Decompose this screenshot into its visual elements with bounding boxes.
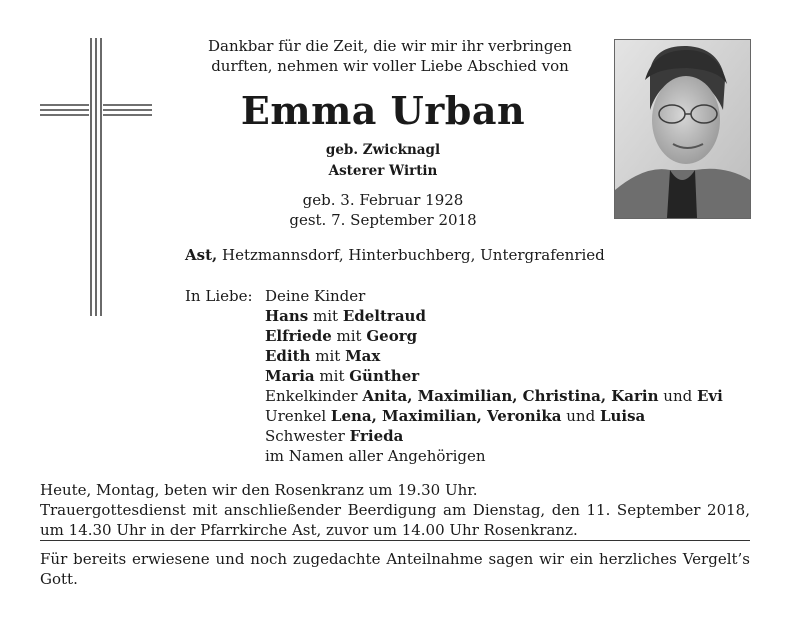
und-text: und <box>561 407 600 425</box>
birth-date: geb. 3. Februar 1928 <box>302 191 464 209</box>
funeral-text: Trauergottesdienst mit anschließender Beerdigung am Dienstag, den 11. September 2018, um 14.30 Uhr in der Pfarrkirche Ast, zuvor um 14.00 Uhr Rosenkranz. <box>40 501 750 539</box>
great-grandchildren-line <box>265 406 645 426</box>
child-name: Edith <box>265 347 311 365</box>
mit-text: mit <box>310 347 346 365</box>
intro-line-2: durften, nehmen wir voller Liebe Abschied von <box>211 57 569 75</box>
divider-line <box>40 540 750 541</box>
deceased-title: Asterer Wirtin <box>328 163 438 179</box>
children-label: Deine Kinder <box>265 287 366 305</box>
mit-text: mit <box>314 367 350 385</box>
family-label: In Liebe: <box>185 287 253 305</box>
partner-name: Edeltraud <box>342 307 426 325</box>
partner-name: Günther <box>349 367 420 385</box>
places-rest: Hetzmannsdorf, Hinterbuchberg, Untergrafenried <box>217 246 605 264</box>
rosary-text: Heute, Montag, beten wir den Rosenkranz um 19.30 Uhr. <box>40 481 478 499</box>
grandchildren-line <box>265 386 723 406</box>
grandchild-last-name: Evi <box>697 387 723 405</box>
great-grandchildren-label: Urenkel <box>265 407 331 425</box>
partner-name: Georg <box>366 327 418 345</box>
place-ast: Ast, <box>185 246 218 264</box>
great-grandchildren-names: Lena, Maximilian, Veronika <box>330 407 562 425</box>
partner-name: Max <box>345 347 381 365</box>
couple-line <box>265 306 426 326</box>
places-line <box>185 245 605 265</box>
portrait-photo <box>614 39 751 219</box>
child-name: Elfriede <box>265 327 332 345</box>
deceased-name: Emma Urban <box>240 88 526 133</box>
child-name: Maria <box>265 367 315 385</box>
intro-text <box>185 36 595 76</box>
grandchildren-label: Enkelkinder <box>265 387 363 405</box>
great-grandchild-last-name: Luisa <box>599 407 646 425</box>
thanks-text: Für bereits erwiesene und noch zugedachte Anteilnahme sagen wir ein herzliches Vergelt’s Gott. <box>40 550 750 588</box>
portrait-image <box>615 40 750 218</box>
relatives-line: im Namen aller Angehörigen <box>265 447 486 465</box>
sister-name: Frieda <box>349 427 404 445</box>
cross-icon <box>40 38 152 316</box>
grandchildren-names: Anita, Maximilian, Christina, Karin <box>362 387 659 405</box>
und-text: und <box>658 387 697 405</box>
maiden-name: geb. Zwicknagl <box>325 142 441 158</box>
couple-line <box>265 326 417 346</box>
intro-line-1: Dankbar für die Zeit, die wir mir ihr verbringen <box>208 37 572 55</box>
couple-line <box>265 346 380 366</box>
sister-line <box>265 426 403 446</box>
death-date: gest. 7. September 2018 <box>289 211 477 229</box>
couple-line <box>265 366 419 386</box>
child-name: Hans <box>265 307 309 325</box>
mit-text: mit <box>331 327 367 345</box>
mit-text: mit <box>308 307 343 325</box>
sister-label: Schwester <box>265 427 350 445</box>
